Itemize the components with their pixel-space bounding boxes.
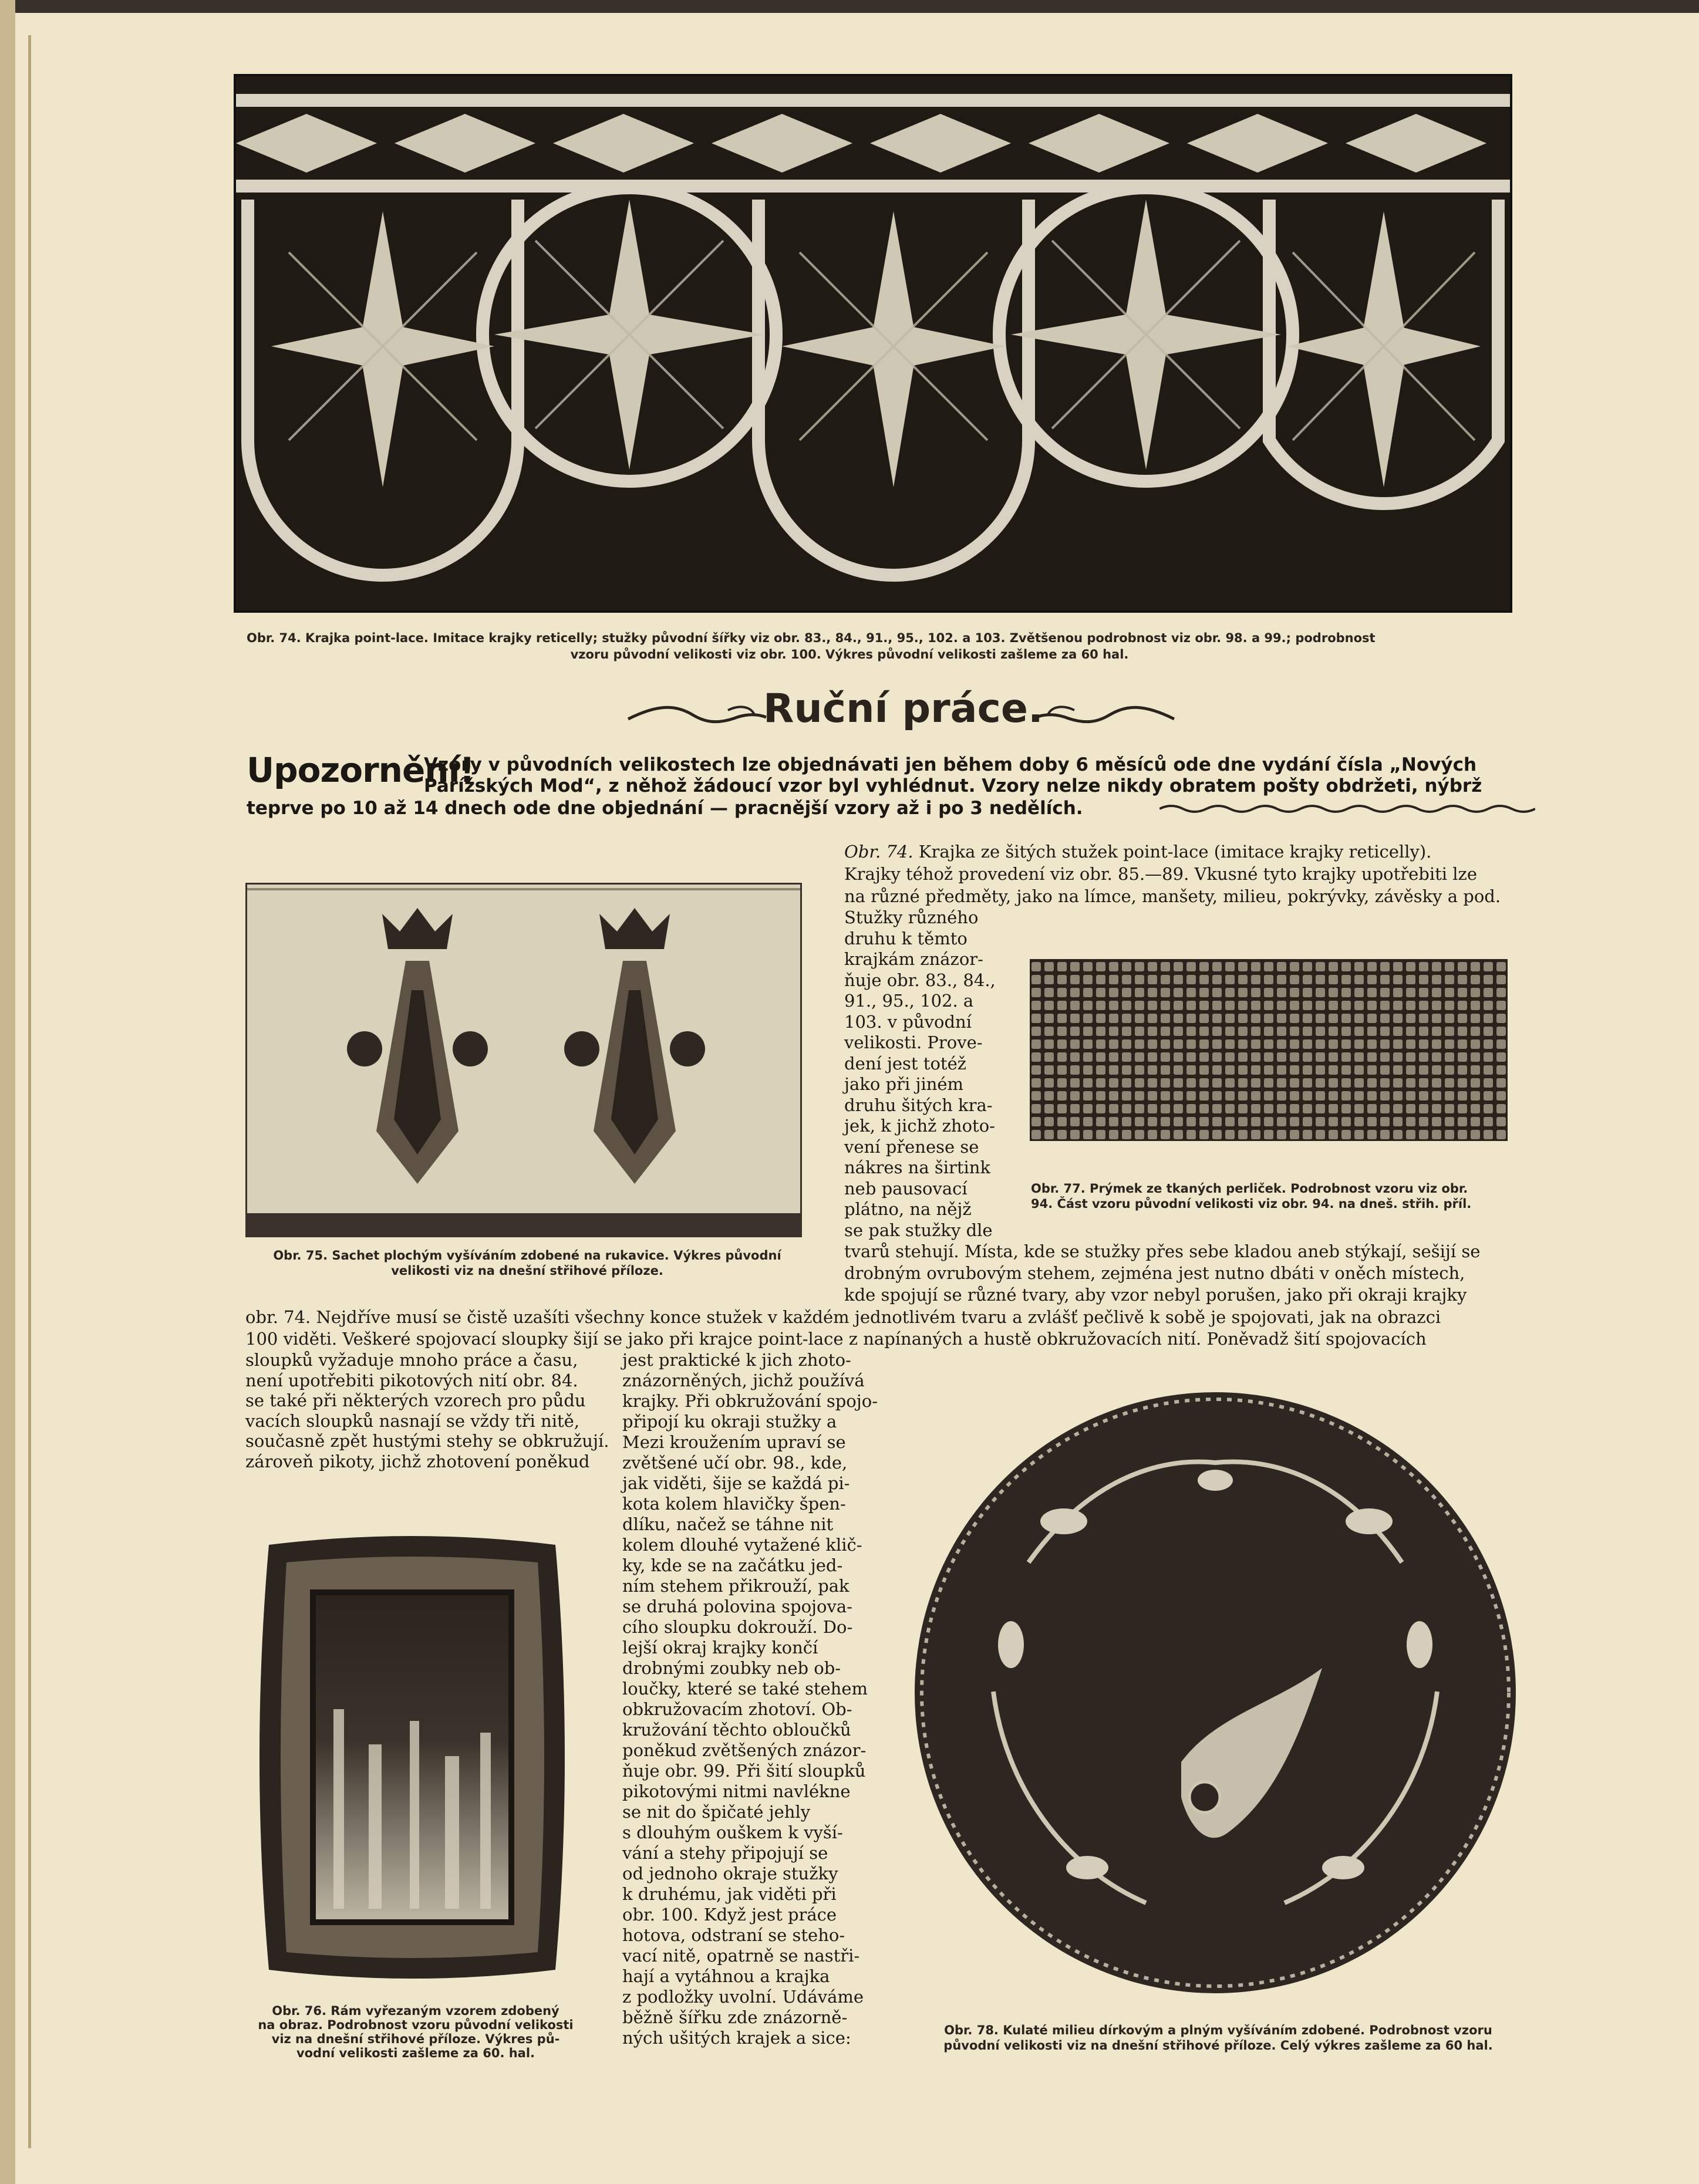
wide-line: 100 viděti. Veškeré spojovací sloupky šijí se jako při krajce point-lace z napínaných a hustě obkružovacích nití. Poněvadž šití spojovacích — [245, 1329, 1427, 1349]
mid-col-line: běžně šířku zde znázorně- — [622, 2007, 848, 2027]
mid-col-line: cího sloupku dokrouží. Do- — [622, 1617, 853, 1637]
narrow-line: neb pausovací — [844, 1178, 968, 1199]
mid-col-line: jak viděti, šije se každá pi- — [622, 1473, 850, 1493]
mid-col-line: kružování těchto obloučků — [622, 1720, 851, 1740]
mid-col-line: lejší okraj krajky končí — [622, 1638, 818, 1658]
sachet-photo-fig75 — [245, 883, 802, 1237]
mid-col-line: vací nitě, opatrně se nastři- — [622, 1946, 860, 1966]
narrow-line: velikosti. Prove- — [844, 1032, 983, 1052]
milieu-illustration — [911, 1386, 1519, 1999]
narrow-line: dení jest totéž — [844, 1053, 967, 1074]
braid-illustration — [1030, 947, 1508, 1156]
mid-col-line: obr. 100. Když jest práce — [622, 1905, 837, 1925]
narrow-line: ňuje obr. 83., 84., — [844, 970, 996, 990]
mid-col-line: ných ušitých krajek a sice: — [622, 2028, 851, 2048]
mid-col-line: připojí ku okraji stužky a — [622, 1412, 837, 1432]
body-wide — [245, 1307, 1537, 1350]
body-intro — [844, 840, 1537, 907]
scan-left-edge — [0, 0, 15, 2184]
narrow-line: druhu šitých kra- — [844, 1095, 993, 1115]
title-ornament-right — [1033, 698, 1180, 734]
notice-line3: teprve po 10 až 14 dnech ode dne objednání — pracnější vzory až i po 3 nedělích. — [247, 798, 1083, 819]
fig76-caption-line: vodní velikosti zašleme za 60. hal. — [296, 2046, 535, 2060]
left-line: se také při některých vzorech pro půdu — [245, 1390, 586, 1410]
body-left-column — [245, 1350, 609, 1471]
mid-col-line: pikotovými nitmi navlékne — [622, 1781, 851, 1801]
mid-col-line: z podložky uvolní. Udáváme — [622, 1987, 864, 2007]
fig77-caption-line2: 94. Část vzoru původní velikosti viz obr. 94. na dneš. střih. příl. — [1031, 1197, 1472, 1211]
fig75-caption-line2: velikosti viz na dnešní střihové příloze. — [391, 1264, 663, 1278]
binding-line — [28, 35, 31, 2148]
fig76-caption-line: na obraz. Podrobnost vzoru původní velikosti — [258, 2018, 574, 2032]
body-narrow-column — [844, 907, 1020, 1241]
notice-line2: Pařížských Mod“, z něhož žádoucí vzor byl vyhlédnut. Vzory nelze nikdy obratem pošty obdržeti, nýbrž — [424, 775, 1482, 796]
left-line: sloupků vyžaduje mnoho práce a času, — [245, 1350, 578, 1370]
narrow-line: se pak stužky dle — [844, 1220, 993, 1240]
narrow-line: jek, k jichž zhoto- — [844, 1116, 995, 1136]
notice-wavy-rule — [1159, 802, 1535, 816]
mid-line: tvarů stehují. Místa, kde se stužky přes sebe kladou aneb stýkají, sešijí se — [844, 1241, 1481, 1261]
mid-col-line: jest praktické k jich zhoto- — [622, 1350, 851, 1370]
narrow-line: 103. v původní — [844, 1011, 972, 1032]
mid-col-line: zvětšené učí obr. 98., kde, — [622, 1453, 848, 1473]
body-mid — [844, 1241, 1537, 1306]
mid-col-line: se nit do špičaté jehly — [622, 1802, 811, 1822]
fig77-caption-line1: Obr. 77. Prýmek ze tkaných perliček. Podrobnost vzoru viz obr. — [1031, 1182, 1468, 1196]
fig76-caption-line: Obr. 76. Rám vyřezaným vzorem zdobený — [272, 2004, 559, 2018]
mid-col-line: obkružovacím zhotoví. Ob- — [622, 1699, 852, 1719]
fig78-caption-line: původní velikosti viz na dnešní střihové příloze. Celý výkres zašleme za 60 hal. — [943, 2038, 1493, 2053]
mid-col-line: poněkud zvětšených znázor- — [622, 1740, 867, 1760]
left-line: zároveň pikoty, jichž zhotovení poněkud — [245, 1451, 590, 1471]
mid-col-line: ky, kde se na začátku jed- — [622, 1555, 843, 1575]
mid-col-line: hají a vytáhnou a krajka — [622, 1966, 830, 1986]
mid-col-line: znázorněných, jichž používá — [622, 1371, 865, 1390]
fig74-caption-line1: Obr. 74. Krajka point-lace. Imitace krajky reticelly; stužky původní šířky viz obr. 83., 84., 91., 95., 102. a 103. Zvětšenou podrobnost viz obr. 98. a 99.; podrobnost — [247, 631, 1376, 645]
left-line: není upotřebiti pikotových nití obr. 84. — [245, 1370, 578, 1390]
braid-photo-fig77 — [1030, 947, 1508, 1156]
lace-illustration — [236, 76, 1510, 610]
mid-col-line: kolem dlouhé vytažené klič- — [622, 1535, 862, 1555]
narrow-line: Stužky různého — [844, 907, 979, 927]
mid-col-line: Mezi kroužením upraví se — [622, 1432, 846, 1452]
mid-col-line: s dlouhým ouškem k vyší- — [622, 1822, 843, 1842]
mid-col-line: loučky, které se také stehem — [622, 1679, 868, 1699]
left-line: vacích sloupků nasnají se vždy tři nitě, — [245, 1410, 580, 1431]
mid-col-line: se druhá polovina spojova- — [622, 1596, 852, 1616]
mid-col-line: krajky. Při obkružování spojo- — [622, 1391, 878, 1411]
mid-col-line: dlíku, načež se táhne nit — [622, 1514, 834, 1534]
lace-photo-fig74 — [234, 74, 1512, 613]
section-title: Ruční práce. — [763, 686, 1043, 732]
narrow-line: nákres na širtink — [844, 1157, 991, 1177]
wide-line: obr. 74. Nejdříve musí se čistě uzašíti všechny konce stužek v každém jednotlivém tvaru a zvlášť pečlivě k sobě je spojovati, jak na obrazci — [245, 1307, 1441, 1327]
mid-col-line: ním stehem přikrouží, pak — [622, 1576, 850, 1596]
narrow-line: 91., 95., 102. a — [844, 991, 974, 1011]
frame-photo-fig76 — [251, 1533, 573, 1982]
fig75-caption-line1: Obr. 75. Sachet plochým vyšíváním zdobené na rukavice. Výkres původní — [273, 1248, 781, 1263]
narrow-line: vení přenese se — [844, 1136, 979, 1157]
narrow-line: jako při jiném — [844, 1074, 964, 1094]
mid-col-line: od jednoho okraje stužky — [622, 1864, 838, 1883]
narrow-line: krajkám znázor- — [844, 949, 983, 969]
mid-col-line: ňuje obr. 99. Při šití sloupků — [622, 1761, 866, 1781]
fig78-caption — [904, 2023, 1532, 2053]
intro-fig-label: Obr. 74. — [844, 842, 913, 862]
milieu-photo-fig78 — [911, 1386, 1519, 1999]
mid-col-line: hotova, odstraní se steho- — [622, 1925, 845, 1945]
fig76-caption-line: viz na dnešní střihové příloze. Výkres pů- — [271, 2032, 560, 2046]
intro-line-3: na různé předměty, jako na límce, manšety, milieu, pokrývky, závěsky a pod. — [844, 886, 1501, 906]
mid-col-line: kota kolem hlavičky špen- — [622, 1494, 846, 1514]
sachet-illustration — [247, 885, 800, 1236]
body-middle-column — [622, 1350, 886, 2048]
intro-line-1: Krajka ze šitých stužek point-lace (imitace krajky reticelly). — [918, 842, 1432, 862]
scan-top-edge — [0, 0, 1699, 13]
notice-line1: Vzory v původních velikostech lze objednávati jen během doby 6 měsíců ode dne vydání čísla „Nových — [424, 754, 1477, 775]
mid-col-line: drobnými zoubky neb ob- — [622, 1658, 841, 1678]
fig76-caption — [245, 2004, 586, 2060]
mid-col-line: k druhému, jak viděti při — [622, 1884, 837, 1904]
fig74-caption-line2: vzoru původní velikosti viz obr. 100. Výkres původní velikosti zašleme za 60 hal. — [570, 647, 1129, 661]
title-ornament-left — [622, 698, 769, 734]
narrow-line: druhu k těmto — [844, 928, 968, 948]
intro-line-2: Krajky téhož provedení viz obr. 85.—89. Vkusné tyto krajky upotřebiti lze — [844, 864, 1477, 884]
left-line: současně zpět hustými stehy se obkružují. — [245, 1431, 609, 1451]
narrow-line: plátno, na nějž — [844, 1199, 972, 1219]
frame-illustration — [251, 1533, 573, 1982]
mid-col-line: vání a stehy připojují se — [622, 1843, 828, 1863]
mid-line: drobným ovrubovým stehem, zejména jest nutno dbáti v oněch místech, — [844, 1263, 1465, 1283]
fig78-caption-line: Obr. 78. Kulaté milieu dírkovým a plným vyšíváním zdobené. Podrobnost vzoru — [944, 2023, 1492, 2037]
mid-line: kde spojují se různé tvary, aby vzor nebyl porušen, jako při okraji krajky — [844, 1285, 1467, 1305]
notice-heading: Upozornění! — [247, 750, 474, 790]
